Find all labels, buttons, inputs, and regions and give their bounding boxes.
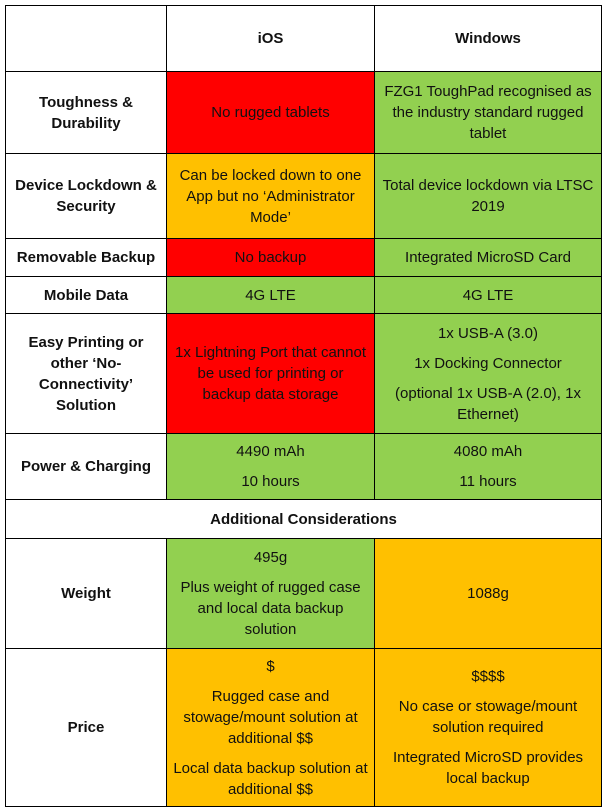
- row-label-toughness: Toughness & Durability: [6, 72, 167, 154]
- row-weight: [6, 539, 602, 649]
- power-ios-line: 10 hours: [241, 473, 300, 490]
- cell-windows-price: [375, 649, 602, 807]
- cell-ios-lockdown: Can be locked down to one App but no ‘Administrator Mode’: [167, 154, 375, 239]
- printing-windows-line: (optional 1x USB-A (2.0), 1x Ethernet): [395, 384, 581, 423]
- comparison-table: [5, 5, 602, 807]
- price-windows-line: Integrated MicroSD provides local backup: [392, 749, 584, 787]
- row-price: [6, 649, 602, 807]
- cell-ios-backup: No backup: [167, 239, 375, 277]
- row-power: [6, 434, 602, 500]
- row-label-backup: Removable Backup: [6, 239, 167, 277]
- price-windows-line: $$$$: [471, 668, 505, 685]
- cell-windows-mobile-data: 4G LTE: [375, 277, 602, 314]
- header-corner-cell: [6, 6, 167, 72]
- price-ios-line: Local data backup solution at additional $$: [173, 759, 368, 798]
- header-ios: iOS: [167, 6, 375, 72]
- price-ios-line: $: [266, 657, 275, 675]
- weight-ios-line: Plus weight of rugged case and local data backup solution: [180, 579, 361, 638]
- row-backup: [6, 239, 602, 277]
- comparison-table-wrapper: [5, 5, 602, 807]
- row-mobile-data: [6, 277, 602, 314]
- row-printing: [6, 314, 602, 434]
- row-lockdown: [6, 154, 602, 239]
- printing-windows-line: 1x Docking Connector: [414, 354, 562, 372]
- row-label-printing: Easy Printing or other ‘No-Connectivity’ Solution: [6, 314, 167, 434]
- cell-windows-toughness: FZG1 ToughPad recognised as the industry standard rugged tablet: [375, 72, 602, 154]
- cell-ios-printing: 1x Lightning Port that cannot be used for printing or backup data storage: [167, 314, 375, 434]
- cell-ios-power: [167, 434, 375, 500]
- row-label-mobile-data: Mobile Data: [6, 277, 167, 314]
- cell-ios-mobile-data: 4G LTE: [167, 277, 375, 314]
- row-label-price: Price: [6, 649, 167, 807]
- power-windows-line: 11 hours: [459, 473, 517, 490]
- section-row: [6, 500, 602, 539]
- row-label-lockdown: Device Lockdown & Security: [6, 154, 167, 239]
- cell-windows-backup: Integrated MicroSD Card: [375, 239, 602, 277]
- section-heading: Additional Considerations: [6, 500, 602, 539]
- cell-ios-toughness: No rugged tablets: [167, 72, 375, 154]
- row-label-power: Power & Charging: [6, 434, 167, 500]
- power-ios-line: 4490 mAh: [236, 443, 305, 460]
- price-windows-line: No case or stowage/mount solution required: [398, 698, 578, 736]
- weight-ios-line: 495g: [253, 549, 288, 566]
- power-windows-line: 4080 mAh: [453, 443, 523, 460]
- printing-windows-line: 1x USB-A (3.0): [437, 324, 539, 342]
- cell-ios-weight: [167, 539, 375, 649]
- row-toughness: [6, 72, 602, 154]
- price-ios-line: Rugged case and stowage/mount solution at additional $$: [183, 687, 358, 747]
- header-windows: Windows: [375, 6, 602, 72]
- cell-windows-weight: 1088g: [375, 539, 602, 649]
- cell-ios-price: [167, 649, 375, 807]
- cell-windows-printing: [375, 314, 602, 434]
- cell-windows-power: [375, 434, 602, 500]
- header-row: [6, 6, 602, 72]
- row-label-weight: Weight: [6, 539, 167, 649]
- cell-windows-lockdown: Total device lockdown via LTSC 2019: [375, 154, 602, 239]
